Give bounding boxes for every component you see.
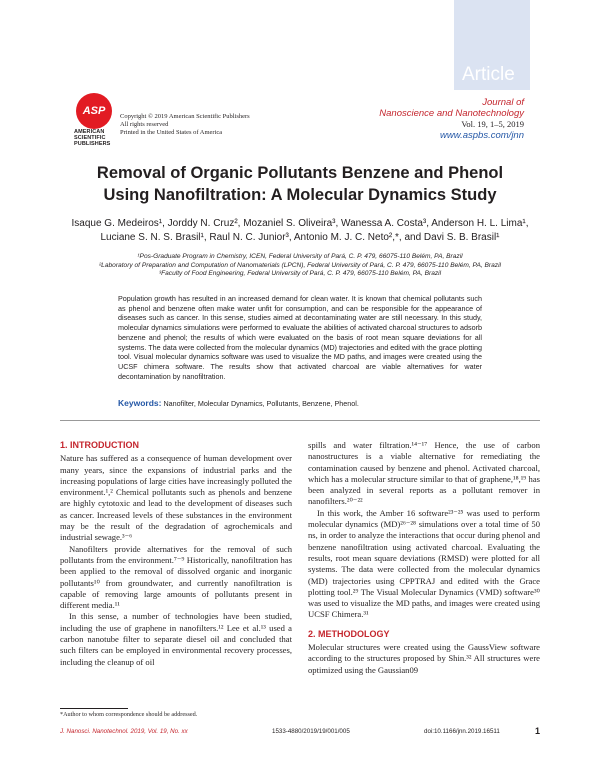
publisher-info bbox=[120, 113, 250, 137]
journal-name-2: Nanoscience and Nanotechnology bbox=[379, 108, 524, 119]
affiliation-2: ²Laboratory of Preparation and Computation of Nanomaterials (LPCN), Federal University of Pará, C. P. 479, 66075-110 Belém, PA, Brazil bbox=[98, 261, 502, 269]
affiliations bbox=[60, 253, 540, 279]
intro-heading: 1. INTRODUCTION bbox=[60, 440, 140, 450]
method-heading: 2. METHODOLOGY bbox=[308, 628, 390, 639]
right-paragraph-2: In this work, the Amber 16 software²³⁻²⁵ was used to perform molecular dynamics (MD)²⁶⁻²⁸ simulations over a total time of 50 ns, in order to analyze the interactions that occur during phenol and benzene nanofiltration using activated charcoal. Evaluating the results, root mean square deviations (RMSD) were plotted for all systems. The data were collected from the molecular dynamics (MD) trajectories using CPPTRAJ and edited with the Grace plotting tool.²⁹ The Visual Molecular Dynamics (VMD) software³⁰ was used to visualize the MD paths, and images were created using UCSF Chimera.³¹ bbox=[308, 507, 540, 620]
publisher-logo bbox=[74, 93, 118, 147]
logo-text-1: AMERICAN bbox=[74, 129, 105, 135]
title-line-2: Using Nanofiltration: A Molecular Dynamics Study bbox=[103, 186, 497, 204]
title-line-1: Removal of Organic Pollutants Benzene and Phenol bbox=[96, 164, 504, 182]
logo-mark: ASP bbox=[76, 93, 112, 129]
affiliation-1: ¹Pos-Graduate Program in Chemistry, ICEN, Federal University of Pará, C. P. 479, 66075-110 Belém, PA, Brazil bbox=[137, 253, 463, 260]
footnote-rule bbox=[60, 708, 128, 709]
intro-paragraph-3: In this sense, a number of technologies have been studied, including the use of graphene in nanofilters.¹² Lee et al.¹³ used a carbon nanotube filter to separate diesel oil and concluded that such filters can be employed in environmental recovery processes, including the cleanup of oil bbox=[60, 611, 292, 667]
article-type-tab bbox=[454, 0, 530, 90]
intro-paragraph-2: Nanofilters provide alternatives for the removal of such pollutants from the environment.⁷⁻⁹ Historically, nanofiltration has been applied to the removal of dissolved organic and inorganic pollutants¹⁰ from groundwater, and currently nanofiltration is capable of removing large amounts of pollutants present in different media.¹¹ bbox=[60, 543, 292, 611]
footnote: *Author to whom correspondence should be addressed. bbox=[60, 711, 198, 718]
journal-info bbox=[379, 97, 524, 141]
footer-doi[interactable]: doi:10.1166/jnn.2019.16511 bbox=[424, 728, 500, 735]
right-column bbox=[308, 440, 540, 676]
authors-line-1: Isaque G. Medeiros¹, Jorddy N. Cruz², Mozaniel S. Oliveira³, Wanessa A. Costa³, Anderson H. L. Lima¹, bbox=[71, 218, 529, 229]
right-paragraph-1: spills and water filtration.¹⁴⁻¹⁷ Hence, the use of carbon nanostructures is a viable alternative for remediating the contamination caused by benzene and phenol. Activated charcoal, which has a molecular structure similar to that of graphene,¹⁸,¹⁹ has been analyzed in several reports as a pollutant remover in nanofilters.²⁰⁻²² bbox=[308, 440, 540, 507]
rights: All rights reserved bbox=[120, 121, 169, 128]
authors-line-2: Luciane S. N. S. Brasil¹, Raul N. C. Junior³, Antonio M. J. C. Neto²,*, and Davi S. B. Brasil¹ bbox=[100, 232, 500, 243]
abstract: Population growth has resulted in an increased demand for clean water. It is known that chemical pollutants such as phenol and benzene often make water unfit for consumption, and can be responsible for the appearance of diseases such as cancer. In this sense, studies aimed at decontaminating water are still necessary. In this study, molecular dynamics simulations were performed to evaluate the abilities of activated charcoal structures to adsorb benzene and phenol; the results of which were evaluated on the basis of root mean square deviations for all systems. The data were collected from the molecular dynamics (MD) trajectories and edited with the grace plotting tool. Visual molecular dynamics software was used to visualize the MD paths, and images were created using the UCSF chimera software. The results show that activated charcoal are viable alternatives for water decontamination by nanofiltration. bbox=[118, 294, 482, 381]
keywords bbox=[118, 398, 482, 408]
paper-title bbox=[60, 162, 540, 206]
copyright: Copyright © 2019 American Scientific Publishers bbox=[120, 113, 250, 120]
logo-text-2: SCIENTIFIC bbox=[74, 135, 106, 141]
article-tab-label: Article bbox=[462, 64, 515, 85]
divider bbox=[60, 420, 540, 421]
page-number: 1 bbox=[534, 726, 540, 736]
logo-text-3: PUBLISHERS bbox=[74, 141, 111, 147]
journal-website[interactable]: www.aspbs.com/jnn bbox=[440, 130, 524, 141]
journal-volume: Vol. 19, 1–5, 2019 bbox=[461, 119, 524, 129]
keywords-label: Keywords: bbox=[118, 398, 162, 408]
journal-name-1: Journal of bbox=[482, 97, 524, 108]
footer-journal: J. Nanosci. Nanotechnol. 2019, Vol. 19, No. xx bbox=[60, 728, 188, 735]
authors bbox=[65, 217, 535, 245]
affiliation-3: ³Faculty of Food Engineering, Federal University of Pará, C. P. 479, 66075-110 Belém, PA, Brazil bbox=[158, 270, 442, 277]
keywords-list: Nanofilter, Molecular Dynamics, Pollutants, Benzene, Phenol. bbox=[163, 399, 359, 408]
footer-issn: 1533-4880/2019/19/001/005 bbox=[272, 728, 350, 735]
method-paragraph-1: Molecular structures were created using the GaussView software according to the structures proposed by Shin.³² All structures were optimized using the Gaussian09 bbox=[308, 642, 540, 675]
left-column bbox=[60, 440, 292, 668]
printed: Printed in the United States of America bbox=[120, 129, 223, 136]
intro-paragraph-1: Nature has suffered as a consequence of human development over many years, since the expansions of industrial parks and the increasing populations of large cities have increasingly polluted the environment.¹,² Chemical pollutants such as phenols and benzene are highly cytotoxic and lead to the development of diseases such as cancer. Increased levels of these substances in the environment may be the result of the degradation of agrochemicals and industrial sewage.³⁻⁶ bbox=[60, 453, 292, 543]
